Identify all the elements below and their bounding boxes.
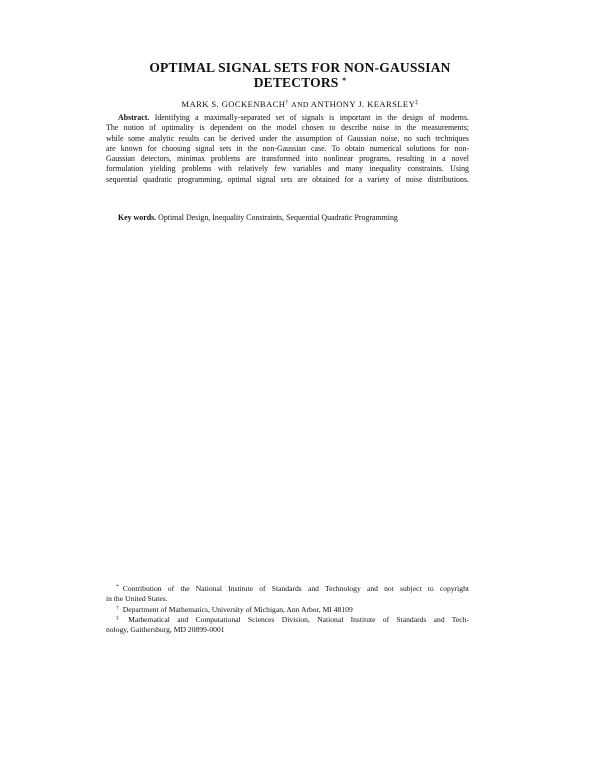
title-line-1: OPTIMAL SIGNAL SETS FOR NON-GAUSSIAN [149, 60, 451, 75]
abstract-line [106, 113, 469, 123]
footnote-line: in the United States. [106, 594, 168, 604]
abstract-text: Identifying a maximally-separated set of signals is important in the design of modems. [154, 113, 469, 122]
footnotes [106, 584, 469, 635]
abstract-line: are known for choosing signal sets in the non-Gaussian case. To obtain numerical solutions for non- [106, 143, 469, 153]
abstract-line: The notion of optimality is dependent on the model chosen to describe noise in the measurements; [106, 123, 469, 133]
keywords-text: Optimal Design, Inequality Constraints, Sequential Quadratic Programming [158, 213, 398, 222]
footnote-line [106, 584, 469, 594]
author-footnote-mark: ‡ [415, 100, 419, 106]
footnote-mark: ‡ [116, 614, 125, 621]
footnote-text: Mathematical and Computational Sciences Division, National Institute of Standards and Tech- [128, 614, 469, 624]
title-line-2 [100, 75, 500, 90]
abstract-line: formulation yielding problems with relatively few variables and many inequality constraints. Using [106, 164, 469, 174]
footnote-mark: * [116, 584, 119, 590]
keywords [118, 213, 398, 223]
abstract-line: while some analytic results can be derived under the assumption of Gaussian noise, no such techniques [106, 133, 469, 143]
footnote-mark: † [116, 604, 119, 611]
abstract-label: Abstract. [118, 113, 150, 122]
footnote-line [106, 605, 469, 615]
author-footnote-mark: † [285, 100, 289, 106]
keywords-label: Key words. [118, 213, 157, 222]
abstract-line: Gaussian detectors, minimax problems are transformed into nonlinear programs, resulting in a novel [106, 154, 469, 163]
footnote-line [106, 615, 469, 625]
title-footnote-mark: * [342, 76, 347, 85]
abstract-line: sequential quadratic programming, optimal signal sets are obtained for a variety of noise distributions. [106, 174, 469, 184]
author-name: MARK S. GOCKENBACH [181, 99, 286, 109]
title-line-2-text: DETECTORS [253, 75, 339, 90]
paper-title [100, 60, 500, 90]
abstract [106, 113, 469, 185]
author-list [100, 99, 500, 110]
author-name: ANTHONY J. KEARSLEY [310, 99, 416, 109]
footnote-line: nology, Gaithersburg, MD 20899-0001 [106, 625, 225, 635]
footnote-text: Contribution of the National Institute of Standards and Technology and not subject to copyright [122, 584, 469, 593]
footnote-text: Department of Mathematics, University of Michigan, Ann Arbor, MI 48109 [122, 604, 353, 614]
author-conjunction: AND [291, 100, 309, 109]
